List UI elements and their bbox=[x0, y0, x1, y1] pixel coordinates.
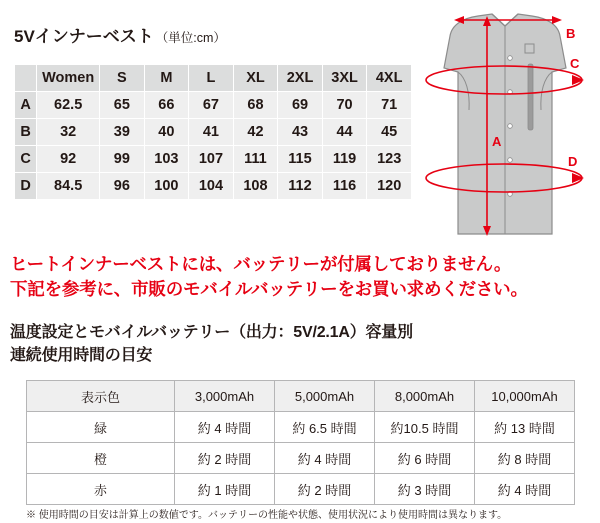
size-table-header-xl: XL bbox=[233, 65, 278, 92]
battery-cell: 約 4 時間 bbox=[275, 443, 375, 474]
size-cell: 104 bbox=[189, 173, 234, 200]
size-table-header-3xl: 3XL bbox=[322, 65, 367, 92]
size-cell: 40 bbox=[144, 119, 189, 146]
size-table-header-s: S bbox=[100, 65, 145, 92]
size-cell: 42 bbox=[233, 119, 278, 146]
table-row bbox=[27, 443, 575, 474]
size-cell: 45 bbox=[367, 119, 412, 146]
size-cell: 92 bbox=[37, 146, 100, 173]
table-row bbox=[27, 412, 575, 443]
measure-b-label: B bbox=[566, 26, 576, 41]
size-table-header-4xl: 4XL bbox=[367, 65, 412, 92]
battery-header-5000: 5,000mAh bbox=[275, 381, 375, 412]
vest-body-shape bbox=[444, 14, 566, 234]
page-title-unit: （単位:cm） bbox=[155, 31, 226, 45]
size-cell: 62.5 bbox=[37, 92, 100, 119]
footnote: ※ 使用時間の目安は計算上の数値です。バッテリーの性能や状態、使用状況により使用時間は異なります。 bbox=[26, 510, 508, 521]
size-table-header-l: L bbox=[189, 65, 234, 92]
battery-cell: 約 1 時間 bbox=[175, 474, 275, 505]
measure-d-arrowhead bbox=[572, 173, 584, 183]
size-cell: 32 bbox=[37, 119, 100, 146]
size-cell: 96 bbox=[100, 173, 145, 200]
battery-not-included-notice bbox=[10, 252, 528, 303]
size-cell: 107 bbox=[189, 146, 234, 173]
measure-d-label: D bbox=[568, 154, 578, 169]
size-table-header-row bbox=[15, 65, 412, 92]
size-cell: 103 bbox=[144, 146, 189, 173]
notice-line-2: 下記を参考に、市販のモバイルバッテリーをお買い求めください。 bbox=[10, 279, 528, 300]
size-cell: 65 bbox=[100, 92, 145, 119]
size-cell: 115 bbox=[278, 146, 323, 173]
size-row-label-b: B bbox=[15, 119, 37, 146]
table-row bbox=[15, 146, 412, 173]
battery-row-label-orange: 橙 bbox=[27, 443, 175, 474]
size-cell: 100 bbox=[144, 173, 189, 200]
size-row-label-a: A bbox=[15, 92, 37, 119]
vest-diagram bbox=[412, 6, 598, 246]
size-cell: 67 bbox=[189, 92, 234, 119]
battery-header-8000: 8,000mAh bbox=[375, 381, 475, 412]
battery-cell: 約 6.5 時間 bbox=[275, 412, 375, 443]
size-cell: 43 bbox=[278, 119, 323, 146]
size-cell: 123 bbox=[367, 146, 412, 173]
table-row bbox=[15, 92, 412, 119]
size-cell: 99 bbox=[100, 146, 145, 173]
size-cell: 119 bbox=[322, 146, 367, 173]
table-row bbox=[27, 474, 575, 505]
size-cell: 84.5 bbox=[37, 173, 100, 200]
size-table-corner bbox=[15, 65, 37, 92]
size-table-header-m: M bbox=[144, 65, 189, 92]
size-row-label-c: C bbox=[15, 146, 37, 173]
size-cell: 66 bbox=[144, 92, 189, 119]
battery-cell: 約 4 時間 bbox=[475, 474, 575, 505]
size-cell: 44 bbox=[322, 119, 367, 146]
size-cell: 41 bbox=[189, 119, 234, 146]
size-row-label-d: D bbox=[15, 173, 37, 200]
size-cell: 39 bbox=[100, 119, 145, 146]
battery-header-3000: 3,000mAh bbox=[175, 381, 275, 412]
measure-c-arrowhead bbox=[572, 75, 584, 85]
size-cell: 71 bbox=[367, 92, 412, 119]
battery-cell: 約 6 時間 bbox=[375, 443, 475, 474]
size-cell: 70 bbox=[322, 92, 367, 119]
measure-a-label: A bbox=[492, 134, 502, 149]
battery-cell: 約 13 時間 bbox=[475, 412, 575, 443]
battery-cell: 約 2 時間 bbox=[275, 474, 375, 505]
measure-b-arrowhead-right bbox=[552, 16, 562, 24]
battery-row-label-red: 赤 bbox=[27, 474, 175, 505]
size-table-header-women: Women bbox=[37, 65, 100, 92]
battery-cell: 約10.5 時間 bbox=[375, 412, 475, 443]
battery-cell: 約 8 時間 bbox=[475, 443, 575, 474]
size-cell: 120 bbox=[367, 173, 412, 200]
runtime-section-heading bbox=[10, 321, 413, 367]
battery-header-10000: 10,000mAh bbox=[475, 381, 575, 412]
size-cell: 69 bbox=[278, 92, 323, 119]
size-cell: 111 bbox=[233, 146, 278, 173]
battery-table-header-row bbox=[27, 381, 575, 412]
table-row bbox=[15, 119, 412, 146]
size-cell: 116 bbox=[322, 173, 367, 200]
runtime-heading-line-2: 連続使用時間の目安 bbox=[10, 347, 153, 365]
size-cell: 108 bbox=[233, 173, 278, 200]
battery-cell: 約 4 時間 bbox=[175, 412, 275, 443]
table-row bbox=[15, 173, 412, 200]
page-title bbox=[14, 22, 226, 47]
battery-cell: 約 2 時間 bbox=[175, 443, 275, 474]
size-cell: 68 bbox=[233, 92, 278, 119]
battery-cell: 約 3 時間 bbox=[375, 474, 475, 505]
notice-line-1: ヒートインナーベストには、バッテリーが付属しておりません。 bbox=[10, 254, 512, 274]
size-table bbox=[14, 64, 412, 200]
battery-header-color: 表示色 bbox=[27, 381, 175, 412]
battery-row-label-green: 緑 bbox=[27, 412, 175, 443]
size-cell: 112 bbox=[278, 173, 323, 200]
size-table-header-2xl: 2XL bbox=[278, 65, 323, 92]
measure-c-label: C bbox=[570, 56, 580, 71]
page-title-text: 5Vインナーベスト bbox=[14, 27, 154, 46]
battery-runtime-table bbox=[26, 380, 575, 505]
runtime-heading-line-1: 温度設定とモバイルバッテリー（出力：5V/2.1A）容量別 bbox=[10, 324, 413, 341]
